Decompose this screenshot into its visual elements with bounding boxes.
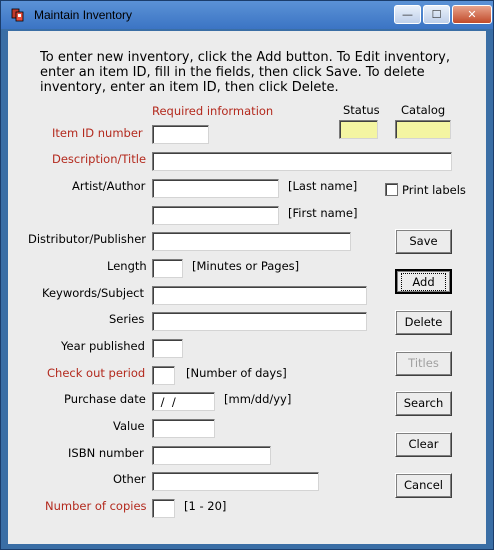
value-label: Value <box>113 419 145 433</box>
length-label: Length <box>107 259 147 273</box>
distributor-input[interactable] <box>152 232 351 251</box>
minimize-button[interactable] <box>394 5 421 24</box>
series-label: Series <box>109 312 145 326</box>
search-button[interactable] <box>395 391 452 416</box>
clear-button-label: Clear <box>408 437 439 451</box>
window-title: Maintain Inventory <box>34 8 133 22</box>
checkout-period-input[interactable] <box>152 366 175 385</box>
isbn-input[interactable] <box>152 446 271 465</box>
maximize-icon: ☐ <box>431 8 442 21</box>
number-of-copies-label: Number of copies <box>45 499 147 513</box>
titles-button-label: Titles <box>408 356 439 370</box>
checkout-period-hint: [Number of days] <box>186 366 287 380</box>
delete-button[interactable] <box>395 310 452 335</box>
status-field[interactable] <box>339 120 378 139</box>
copies-range-hint: [1 - 20] <box>184 499 227 513</box>
value-input[interactable] <box>152 419 215 438</box>
title-bar[interactable] <box>1 1 493 29</box>
minimize-icon: — <box>402 8 413 21</box>
search-button-label: Search <box>403 396 444 410</box>
close-icon: ✕ <box>467 8 477 21</box>
catalog-field[interactable] <box>395 120 451 139</box>
checkout-period-label: Check out period <box>47 366 146 380</box>
other-input[interactable] <box>152 472 319 491</box>
add-button[interactable] <box>395 269 452 294</box>
close-button[interactable] <box>452 5 492 24</box>
status-label: Status <box>343 103 380 117</box>
artist-label: Artist/Author <box>72 179 146 193</box>
print-labels-label: Print labels <box>402 183 466 197</box>
item-id-input[interactable] <box>152 125 209 144</box>
instructions-text: To enter new inventory, click the Add button. To Edit inventory, enter an item ID, fill in the fields, then click Save. To delete inventory, enter an item ID, then click Delete. <box>40 50 450 94</box>
app-icon <box>11 8 25 22</box>
other-label: Other <box>113 472 146 486</box>
length-hint: [Minutes or Pages] <box>192 259 300 273</box>
save-button[interactable] <box>395 229 452 254</box>
artist-first-input[interactable] <box>152 206 279 225</box>
delete-button-label: Delete <box>404 315 443 329</box>
clear-button[interactable] <box>395 432 452 457</box>
purchase-date-hint: [mm/dd/yy] <box>224 392 292 406</box>
first-name-hint: [First name] <box>288 206 358 220</box>
item-id-label: Item ID number <box>52 126 143 140</box>
keywords-input[interactable] <box>152 286 367 305</box>
isbn-label: ISBN number <box>68 446 144 460</box>
keywords-label: Keywords/Subject <box>42 286 144 300</box>
last-name-hint: [Last name] <box>288 179 358 193</box>
print-labels-checkbox[interactable] <box>385 183 398 196</box>
description-label: Description/Title <box>52 152 147 166</box>
save-button-label: Save <box>409 234 438 248</box>
year-published-label: Year published <box>61 339 145 353</box>
cancel-button-label: Cancel <box>404 478 443 492</box>
number-of-copies-input[interactable] <box>152 499 175 518</box>
catalog-label: Catalog <box>401 103 446 117</box>
series-input[interactable] <box>152 312 367 331</box>
purchase-date-input[interactable] <box>152 392 215 411</box>
artist-last-input[interactable] <box>152 179 279 198</box>
description-input[interactable] <box>152 152 452 171</box>
cancel-button[interactable] <box>395 473 452 498</box>
add-button-label: Add <box>401 273 446 291</box>
maximize-button[interactable] <box>423 5 450 24</box>
required-info-note: Required information <box>152 104 274 118</box>
distributor-label: Distributor/Publisher <box>28 232 147 246</box>
year-published-input[interactable] <box>152 339 183 358</box>
purchase-date-label: Purchase date <box>64 392 146 406</box>
titles-button[interactable] <box>395 351 452 376</box>
length-input[interactable] <box>152 259 183 278</box>
